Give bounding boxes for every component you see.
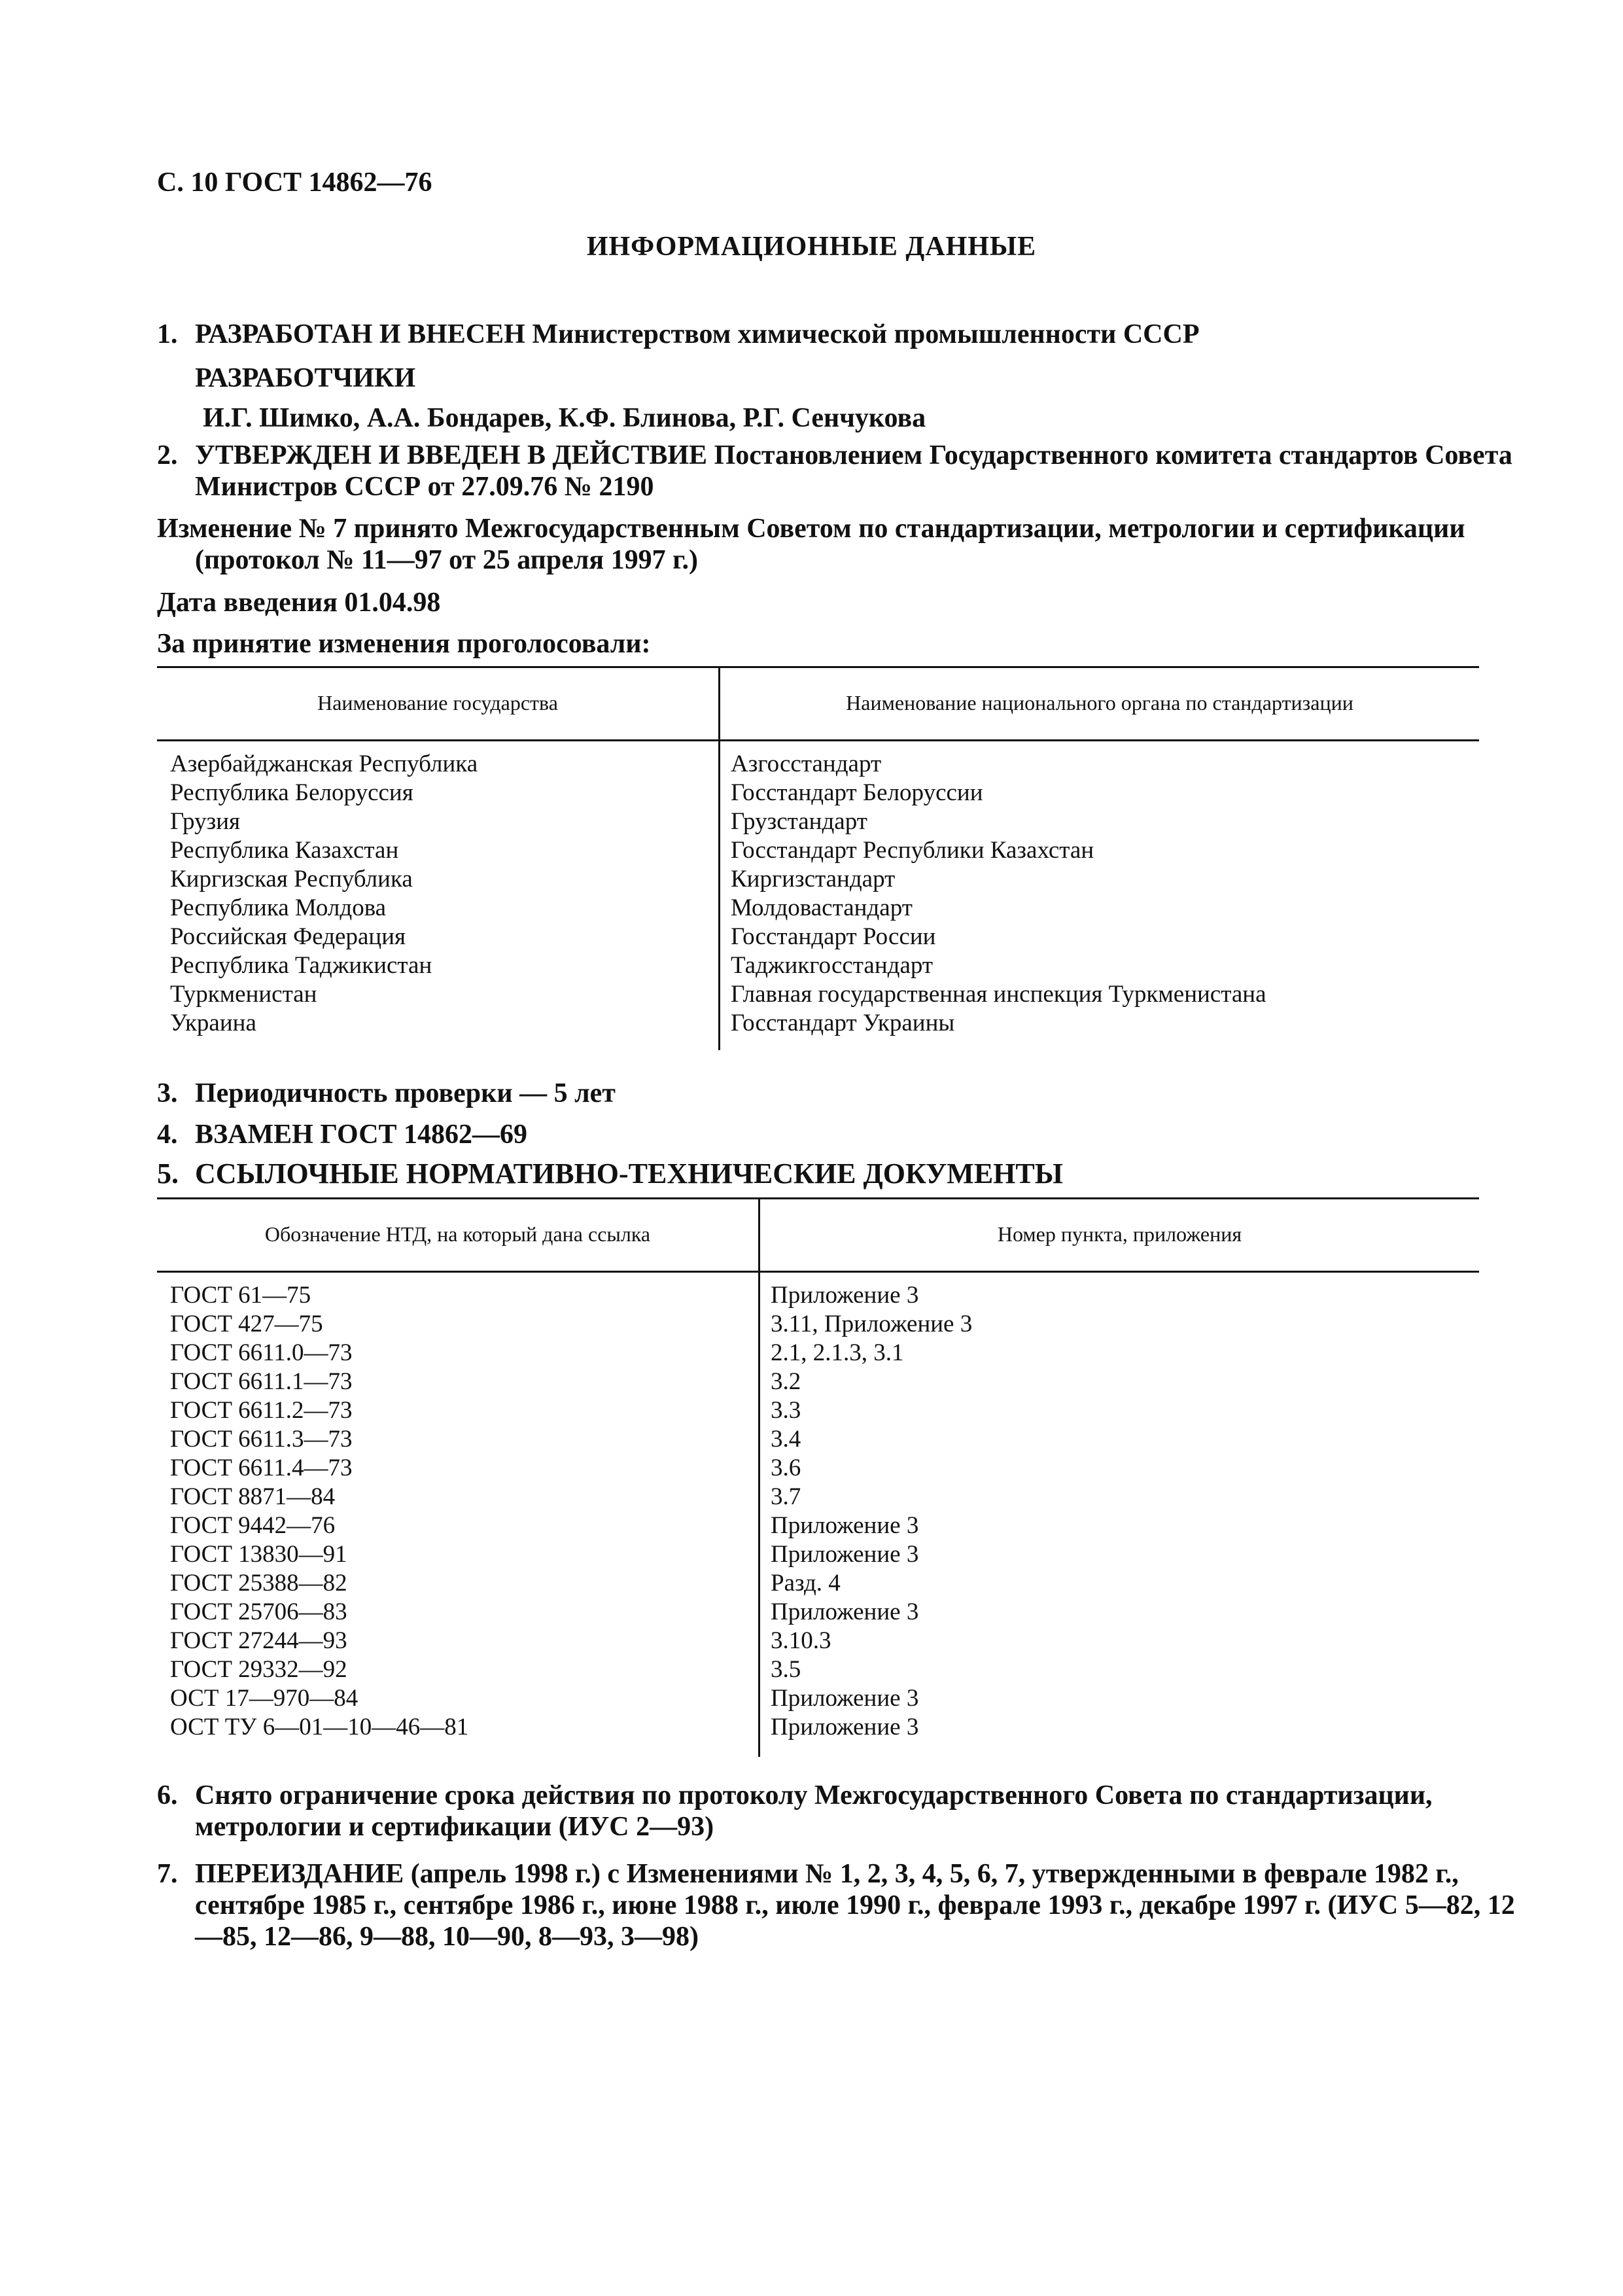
item-5-number: 5.: [157, 1157, 179, 1190]
item-7: [157, 1858, 1516, 1952]
change-note-text: Изменение № 7 принято Межгосударственным Советом по стандартизации, метрологии и сертификации (протокол № 11—97 от 25 апреля 1997 г.): [157, 514, 1465, 575]
item-4-text: ВЗАМЕН ГОСТ 14862—69: [195, 1120, 528, 1150]
states-col2-cell: Молдовастандарт: [731, 894, 913, 921]
states-col1-cell: Киргизская Республика: [170, 866, 413, 892]
item-4-number: 4.: [157, 1120, 178, 1150]
item-4: [157, 1119, 1478, 1150]
refs-col2-cell: 3.11, Приложение 3: [771, 1311, 973, 1337]
item-7-text: ПЕРЕИЗДАНИЕ (апрель 1998 г.) с Изменениями № 1, 2, 3, 4, 5, 6, 7, утвержденными в феврале 1982 г., сентябре 1985 г., сентябре 1986 г., июне 1988 г., июле 1990 г., феврале 1993 г., декабре 1997 г. (ИУС 5—82, 12—85, 12—86, 9—88, 10—90, 8—93, 3—98): [195, 1859, 1515, 1952]
item-3-number: 3.: [157, 1078, 178, 1108]
states-table-header-rule: [157, 739, 1479, 741]
states-col1-cell: Республика Таджикистан: [170, 952, 432, 979]
refs-col1-cell: ОСТ 17—970—84: [170, 1685, 358, 1712]
refs-col1-cell: ГОСТ 6611.4—73: [170, 1455, 353, 1481]
item-6-number: 6.: [157, 1780, 178, 1810]
states-col2-cell: Грузстандарт: [731, 808, 867, 835]
refs-col1-cell: ГОСТ 9442—76: [170, 1512, 336, 1539]
item-5: [157, 1158, 1478, 1190]
refs-col2-cell: Приложение 3: [771, 1541, 919, 1568]
states-col2-cell: Госстандарт Белоруссии: [731, 779, 983, 806]
states-col1-cell: Украина: [170, 1010, 256, 1036]
item-2-number: 2.: [157, 440, 178, 470]
states-col2: [731, 750, 1266, 1038]
refs-col2-cell: 2.1, 2.1.3, 3.1: [771, 1339, 904, 1366]
refs-col2-cell: 3.7: [771, 1483, 801, 1510]
item-2: [157, 440, 1516, 503]
voted-label: [157, 628, 1478, 660]
developers-names: [203, 402, 1524, 434]
states-col1-header: Наименование государства: [317, 691, 558, 715]
refs-col2: [771, 1281, 972, 1742]
states-col2-cell: Госстандарт России: [731, 923, 936, 950]
refs-col1-cell: ГОСТ 13830—91: [170, 1541, 347, 1568]
refs-col1-cell: ГОСТ 6611.1—73: [170, 1368, 353, 1395]
refs-col2-cell: Приложение 3: [771, 1598, 919, 1625]
refs-table: [157, 1197, 1479, 1757]
states-col2-cell: Азгосстандарт: [731, 751, 882, 777]
refs-col1-cell: ГОСТ 27244—93: [170, 1627, 347, 1654]
states-col2-cell: Киргизстандарт: [731, 866, 896, 892]
refs-col1-cell: ГОСТ 6611.2—73: [170, 1397, 353, 1424]
item-2-lead: УТВЕРЖДЕН И ВВЕДЕН В ДЕЙСТВИЕ: [195, 440, 708, 470]
states-table: [157, 666, 1479, 1050]
states-col2-header: Наименование национального органа по стандартизации: [846, 691, 1353, 715]
item-1-lead: РАЗРАБОТАН И ВНЕСЕН: [195, 319, 525, 349]
refs-col1-cell: ОСТ ТУ 6—01—10—46—81: [170, 1714, 469, 1740]
states-col1-cell: Азербайджанская Республика: [170, 751, 478, 777]
states-col1-cell: Грузия: [170, 808, 241, 835]
refs-col2-cell: Приложение 3: [771, 1282, 919, 1309]
states-col2-cell: Таджикгосстандарт: [731, 952, 934, 979]
developers-label-row: [157, 362, 1478, 394]
refs-col2-cell: Приложение 3: [771, 1512, 919, 1539]
refs-col2-cell: 3.5: [771, 1656, 801, 1683]
refs-table-top-rule: [157, 1197, 1479, 1199]
refs-col2-cell: 3.4: [771, 1426, 801, 1453]
refs-col1-cell: ГОСТ 25706—83: [170, 1598, 347, 1625]
states-col1-cell: Республика Молдова: [170, 894, 387, 921]
refs-col2-cell: 3.10.3: [771, 1627, 831, 1654]
states-col2-cell: Госстандарт Украины: [731, 1010, 955, 1036]
intro-date-text: Дата введения 01.04.98: [157, 588, 441, 618]
item-2-text: Постановлением Государственного комитета стандартов Совета Министров СССР от 27.09.76 № 2190: [195, 440, 1512, 502]
states-col1-cell: Туркменистан: [170, 981, 317, 1008]
states-col1-cell: Республика Белоруссия: [170, 779, 413, 806]
refs-col2-cell: Приложение 3: [771, 1685, 919, 1712]
refs-col2-cell: 3.3: [771, 1397, 801, 1424]
refs-col1: [170, 1281, 468, 1742]
change-note: [157, 513, 1516, 576]
states-table-divider: [718, 666, 720, 1050]
states-col1-cell: Российская Федерация: [170, 923, 406, 950]
refs-col1-cell: ГОСТ 8871—84: [170, 1483, 336, 1510]
item-5-text: ССЫЛОЧНЫЕ НОРМАТИВНО-ТЕХНИЧЕСКИЕ ДОКУМЕНТЫ: [195, 1157, 1063, 1190]
refs-col1-cell: ГОСТ 427—75: [170, 1311, 323, 1337]
intro-date: [157, 587, 1478, 618]
refs-col2-header: Номер пункта, приложения: [997, 1222, 1242, 1246]
refs-col1-header: Обозначение НТД, на который дана ссылка: [264, 1222, 651, 1246]
item-6-text: Снято ограничение срока действия по протоколу Межгосударственного Совета по стандартизации, метрологии и сертификации (ИУС 2—93): [195, 1780, 1433, 1842]
states-col1-cell: Республика Казахстан: [170, 837, 399, 864]
page-header: С. 10 ГОСТ 14862—76: [157, 168, 432, 198]
item-1: [157, 319, 1478, 350]
refs-col2-cell: 3.2: [771, 1368, 801, 1395]
refs-col1-cell: ГОСТ 6611.3—73: [170, 1426, 353, 1453]
refs-table-header-rule: [157, 1271, 1479, 1273]
item-6: [157, 1780, 1516, 1843]
item-3-text: Периодичность проверки — 5 лет: [195, 1078, 616, 1108]
refs-col2-cell: 3.6: [771, 1455, 801, 1481]
states-col2-cell: Главная государственная инспекция Туркменистана: [731, 981, 1266, 1008]
item-7-number: 7.: [157, 1859, 178, 1889]
item-3: [157, 1078, 1478, 1109]
states-col2-cell: Госстандарт Республики Казахстан: [731, 837, 1094, 864]
refs-col1-cell: ГОСТ 61—75: [170, 1282, 311, 1309]
refs-table-divider: [758, 1197, 760, 1757]
refs-col2-cell: Разд. 4: [771, 1570, 841, 1597]
refs-col2-cell: Приложение 3: [771, 1714, 919, 1740]
item-1-text: Министерством химической промышленности СССР: [525, 319, 1200, 349]
states-table-top-rule: [157, 666, 1479, 668]
refs-col1-cell: ГОСТ 29332—92: [170, 1656, 347, 1683]
voted-label-text: За принятие изменения проголосовали:: [157, 629, 651, 659]
developers-list: И.Г. Шимко, А.А. Бондарев, К.Ф. Блинова, Р.Г. Сенчукова: [203, 403, 926, 433]
developers-label: РАЗРАБОТЧИКИ: [195, 363, 416, 393]
refs-col1-cell: ГОСТ 25388—82: [170, 1570, 347, 1597]
item-1-number: 1.: [157, 319, 178, 349]
page-title: ИНФОРМАЦИОННЫЕ ДАННЫЕ: [586, 232, 1037, 262]
states-col1: [170, 750, 478, 1038]
refs-col1-cell: ГОСТ 6611.0—73: [170, 1339, 353, 1366]
